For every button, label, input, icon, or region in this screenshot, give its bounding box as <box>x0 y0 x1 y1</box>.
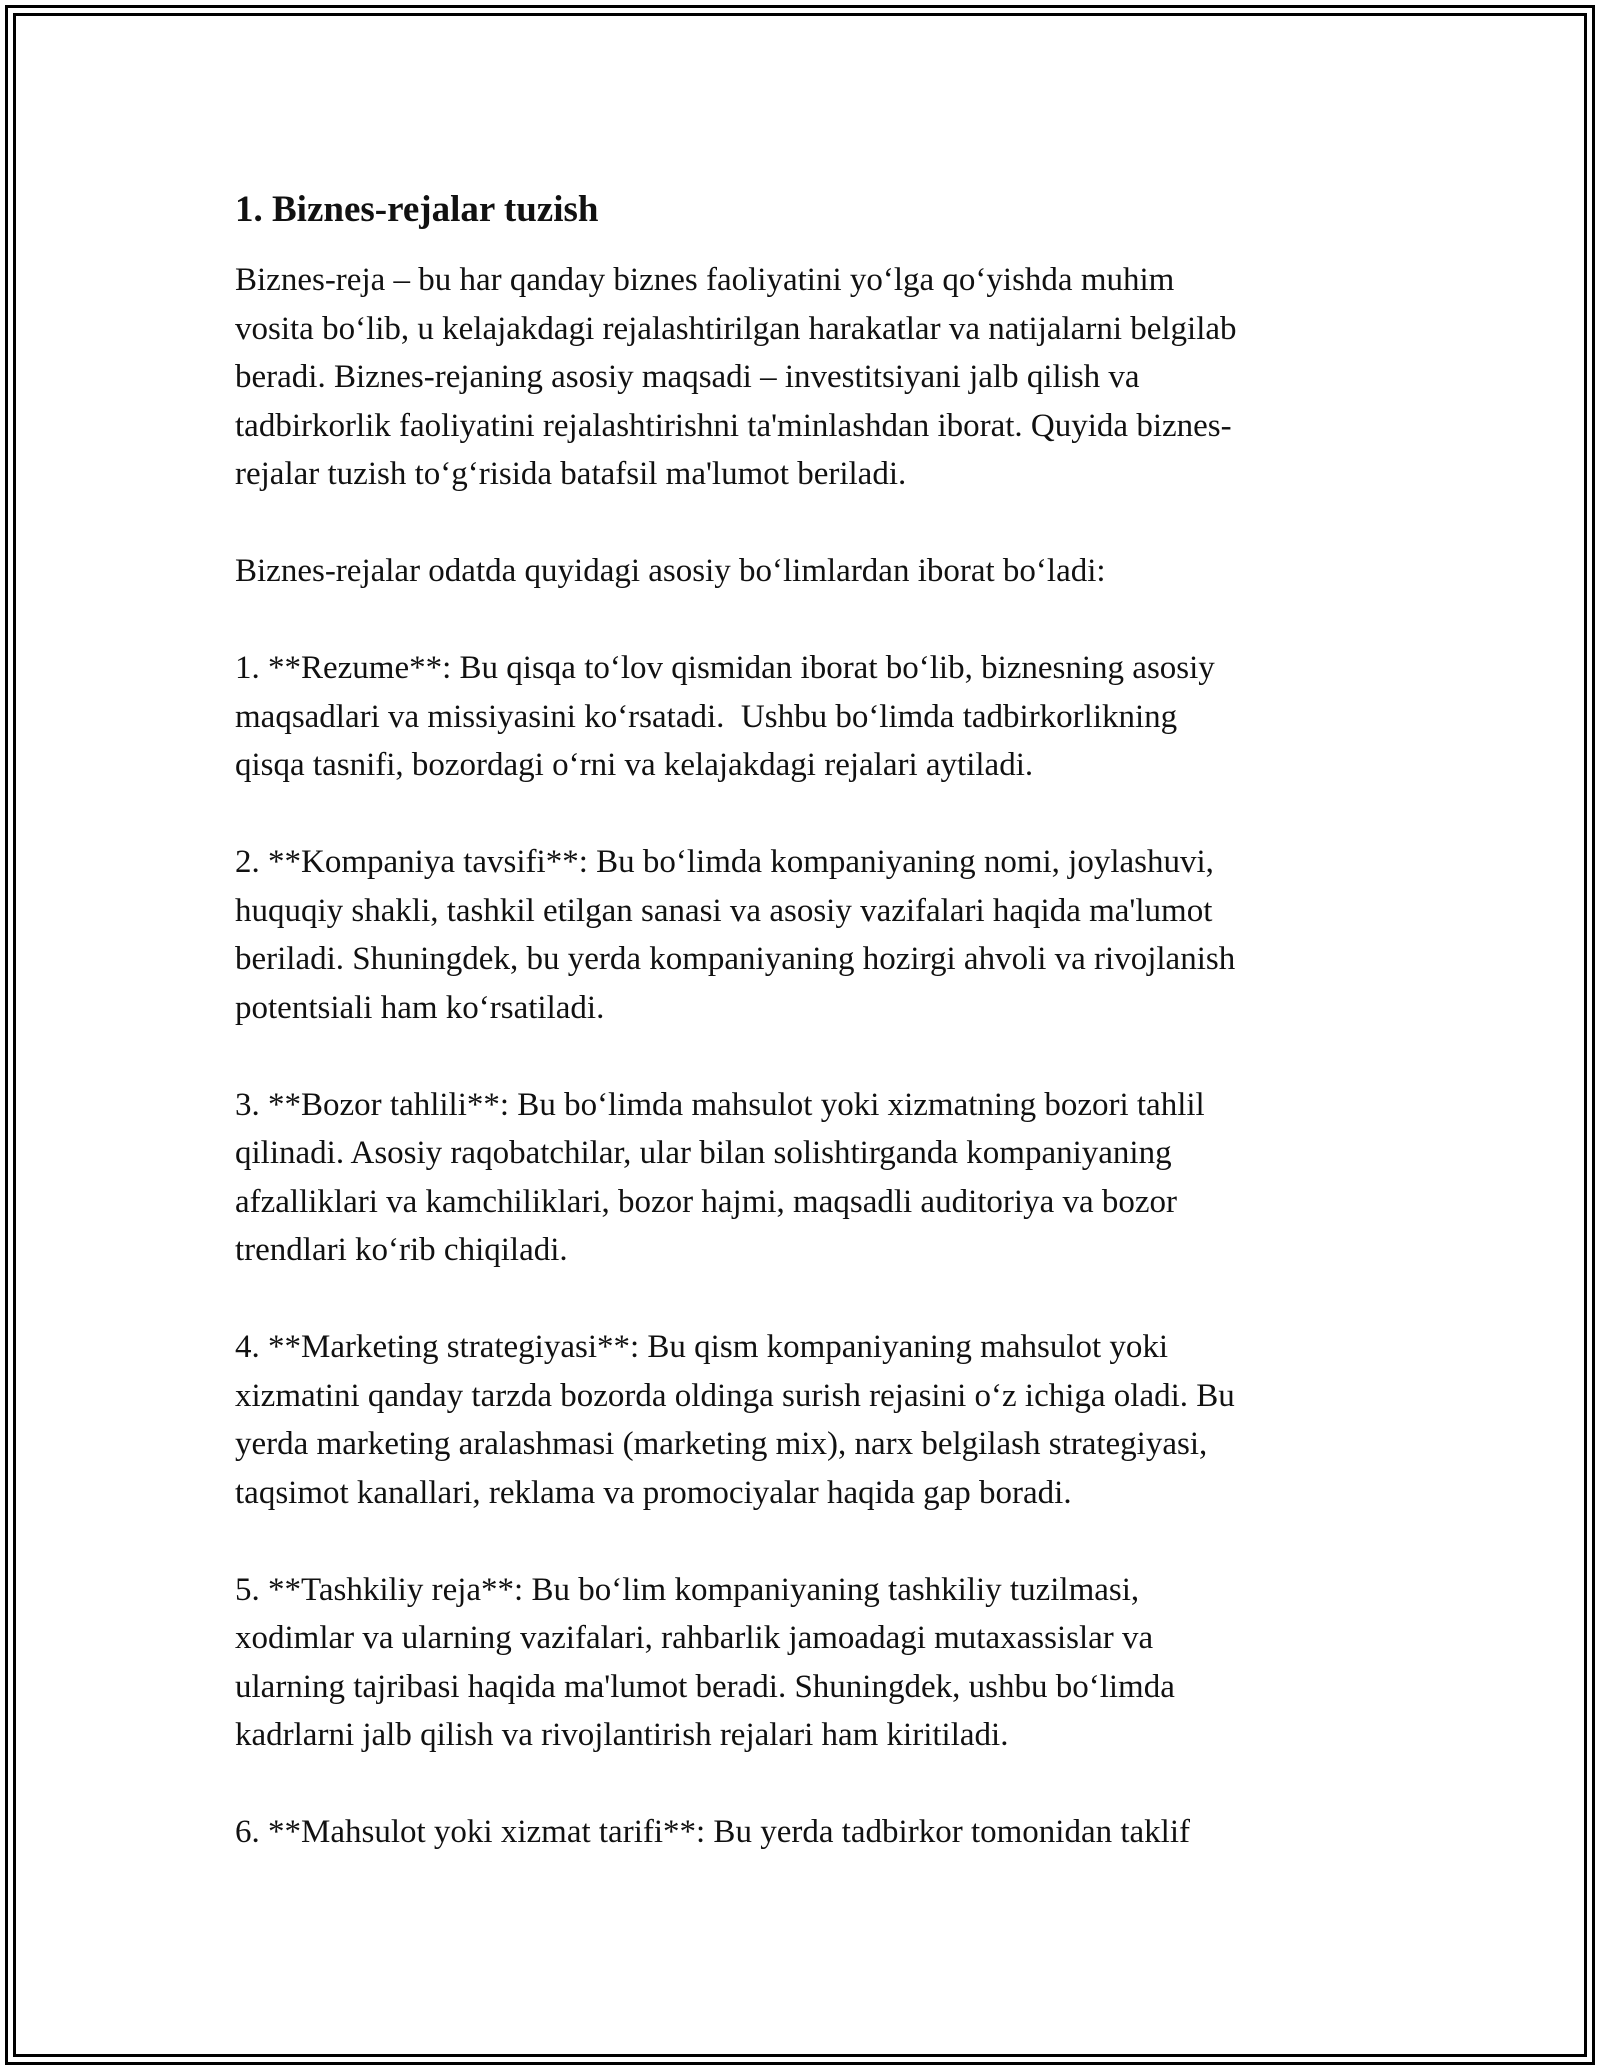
list-item-mahsulot-tarifi <box>235 1808 1355 1857</box>
paragraph-line: 6. **Mahsulot yoki xizmat tarifi**: Bu yerda tadbirkor tomonidan taklif <box>235 1814 1190 1850</box>
paragraph-line: xodimlar va ularning vazifalari, rahbarlik jamoadagi mutaxassislar va <box>235 1620 1154 1656</box>
intro-paragraph <box>235 256 1355 499</box>
paragraph-line: huquqiy shakli, tashkil etilgan sanasi va asosiy vazifalari haqida ma'lumot <box>235 892 1213 929</box>
paragraph-line: 3. **Bozor tahlili**: Bu bo‘limda mahsulot yoki xizmatning bozori tahlil <box>235 1086 1205 1123</box>
paragraph-line: 1. **Rezume**: Bu qisqa to‘lov qismidan iborat bo‘lib, biznesning asosiy <box>235 650 1215 686</box>
paragraph-line: beradi. Biznes-rejaning asosiy maqsadi – investitsiyani jalb qilish va <box>235 359 1140 395</box>
paragraph-line: qilinadi. Asosiy raqobatchilar, ular bilan solishtirganda kompaniyaning <box>235 1135 1172 1171</box>
list-item-kompaniya-tavsifi <box>235 838 1355 1032</box>
paragraph-line: kadrlarni jalb qilish va rivojlantirish rejalari ham kiritiladi. <box>235 1717 1009 1753</box>
paragraph-line: rejalar tuzish to‘g‘risida batafsil ma'lumot beriladi. <box>235 456 907 492</box>
paragraph-line: 4. **Marketing strategiyasi**: Bu qism kompaniyaning mahsulot yoki <box>235 1329 1169 1365</box>
paragraph-line: qisqa tasnifi, bozordagi o‘rni va kelajakdagi rejalari aytiladi. <box>235 747 1034 783</box>
paragraph-line: 5. **Tashkiliy reja**: Bu bo‘lim kompaniyaning tashkiliy tuzilmasi, <box>235 1571 1140 1608</box>
list-item-tashkiliy-reja <box>235 1566 1355 1760</box>
paragraph-line: taqsimot kanallari, reklama va promociyalar haqida gap boradi. <box>235 1474 1072 1511</box>
list-item-marketing-strategiyasi <box>235 1323 1355 1517</box>
paragraph-line: yerda marketing aralashmasi (marketing mix), narx belgilash strategiyasi, <box>235 1426 1208 1462</box>
list-item-rezume <box>235 644 1355 790</box>
paragraph-line: tadbirkorlik faoliyatini rejalashtirishni ta'minlashdan iborat. Quyida biznes- <box>235 407 1232 444</box>
section-heading: 1. Biznes-rejalar tuzish <box>235 189 599 230</box>
list-item-bozor-tahlili <box>235 1081 1355 1275</box>
paragraph-line: xizmatini qanday tarzda bozorda oldinga surish rejasini o‘z ichiga oladi. Bu <box>235 1377 1235 1414</box>
paragraph-line: Biznes-rejalar odatda quyidagi asosiy bo‘limlardan iborat bo‘ladi: <box>235 553 1106 589</box>
paragraph-line: Biznes-reja – bu har qanday biznes faoliyatini yo‘lga qo‘yishda muhim <box>235 262 1175 298</box>
paragraph-line: trendlari ko‘rib chiqiladi. <box>235 1232 568 1268</box>
paragraph-line: afzalliklari va kamchiliklari, bozor hajmi, maqsadli auditoriya va bozor <box>235 1183 1177 1220</box>
paragraph-line: potentsiali ham ko‘rsatiladi. <box>235 989 605 1026</box>
paragraph-line: beriladi. Shuningdek, bu yerda kompaniyaning hozirgi ahvoli va rivojlanish <box>235 941 1236 977</box>
document-body <box>235 186 1355 1905</box>
paragraph-line: maqsadlari va missiyasini ko‘rsatadi. Ushbu bo‘limda tadbirkorlikning <box>235 698 1178 735</box>
sections-intro-paragraph <box>235 547 1355 596</box>
paragraph-line: 2. **Kompaniya tavsifi**: Bu bo‘limda kompaniyaning nomi, joylashuvi, <box>235 844 1214 880</box>
paragraph-line: vosita bo‘lib, u kelajakdagi rejalashtirilgan harakatlar va natijalarni belgilab <box>235 310 1237 347</box>
paragraph-line: ularning tajribasi haqida ma'lumot beradi. Shuningdek, ushbu bo‘limda <box>235 1668 1175 1705</box>
